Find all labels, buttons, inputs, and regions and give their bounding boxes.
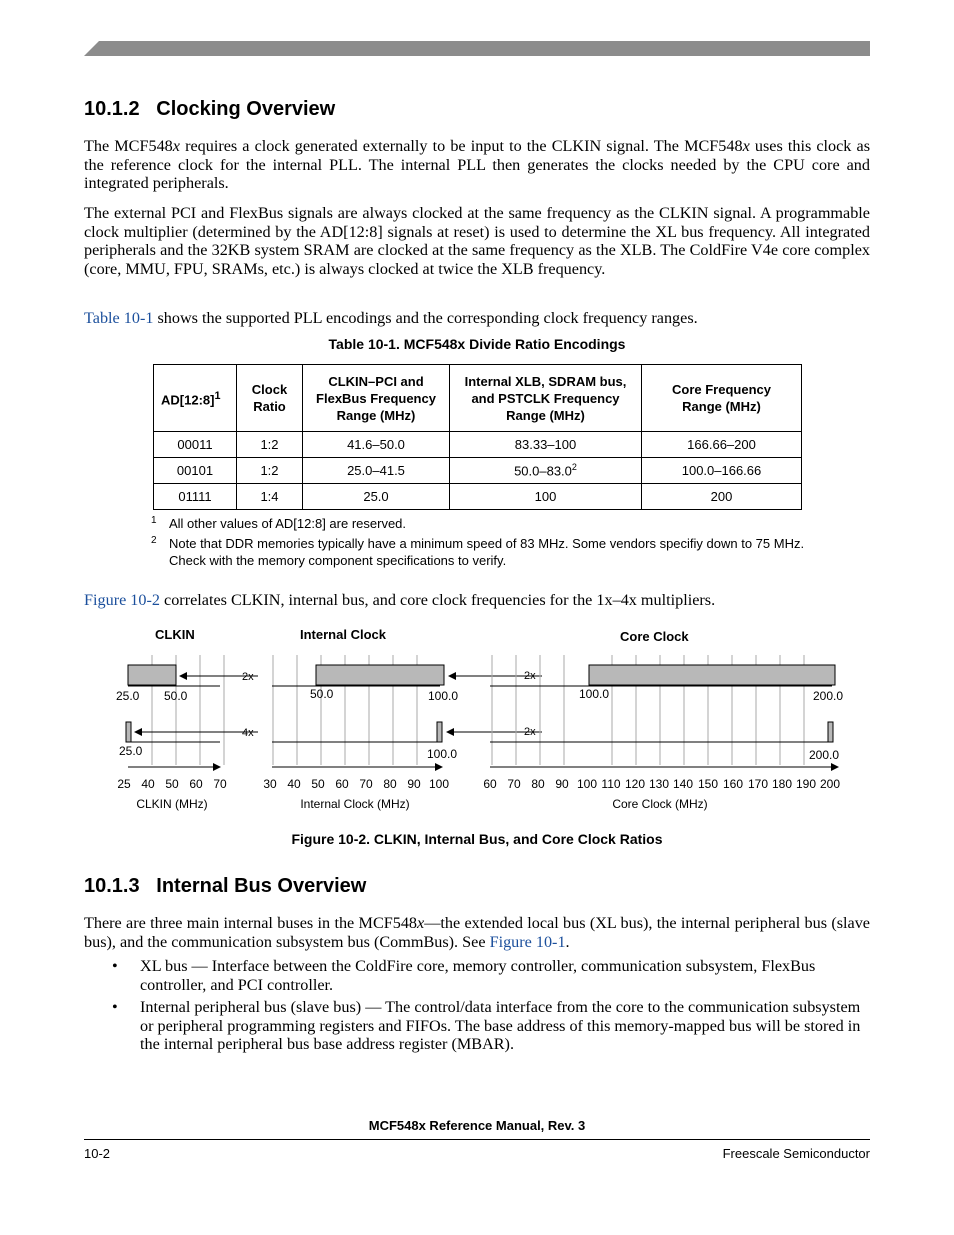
section-title: Clocking Overview	[156, 98, 336, 120]
header-clock-ratio: Clock Ratio	[237, 365, 303, 432]
section-title: Internal Bus Overview	[156, 875, 367, 897]
list-item: • Internal peripheral bus (slave bus) — The control/data interface from the core to the communication subsystem or peripheral programming registers and FIFOs. The base address of this memory-mapped bus will be stored in the internal peripheral bus base address register (MBAR).	[112, 998, 861, 1054]
paragraph-table-ref: Table 10-1 shows the supported PLL encodings and the corresponding clock frequency ranges.	[84, 309, 698, 327]
value-label: 100.0	[579, 687, 610, 701]
section-heading-clocking	[84, 98, 335, 121]
tick-label: 50	[165, 777, 179, 791]
tick-label: 160	[722, 777, 744, 791]
section-heading-internal-bus	[84, 875, 366, 898]
footer-title: MCF548x Reference Manual, Rev. 3	[368, 1118, 586, 1133]
tick-label: 70	[359, 777, 373, 791]
header-xlb-range: Internal XLB, SDRAM bus, and PSTCLK Frequency Range (MHz)	[450, 365, 642, 432]
clkin-tick-labels	[117, 777, 227, 791]
title-internal-clock: Internal Clock	[300, 627, 386, 642]
section-number: 10.1.2	[84, 98, 140, 120]
bus-list	[84, 957, 870, 1058]
tick-label: 30	[263, 777, 277, 791]
core-bar-row2	[828, 722, 833, 742]
tick-label: 40	[287, 777, 301, 791]
tick-label: 60	[189, 777, 203, 791]
tick-label: 110	[601, 777, 621, 791]
tick-label: 200	[819, 777, 841, 791]
header-bar	[84, 41, 870, 56]
tick-label: 140	[672, 777, 694, 791]
axis-label-internal: Internal Clock (MHz)	[300, 797, 410, 811]
tick-label: 80	[383, 777, 397, 791]
value-label: 50.0	[310, 687, 334, 701]
table-row: 01111 1:4 25.0 100 200	[154, 484, 802, 510]
value-label: 25.0	[119, 744, 143, 758]
paragraph-clock-intro: The MCF548x requires a clock generated externally to be input to the CLKIN signal. The MCF548x uses this clock as the reference clock for the internal PLL. The internal PLL then generates the clocks needed by the CPU core and integrated peripherals.	[84, 137, 871, 193]
tick-label: 100	[576, 777, 598, 791]
core-tick-labels	[483, 777, 840, 791]
header-ad: AD[12:8]$^1$	[154, 365, 237, 432]
value-label: 100.0	[427, 747, 458, 761]
title-core-clock: Core Clock	[620, 629, 689, 644]
figure-10-2-link[interactable]: Figure 10-2	[84, 591, 160, 609]
section-number: 10.1.3	[84, 875, 140, 897]
footer-page-number: 10-2	[84, 1146, 111, 1161]
multiplier-label: 4x	[242, 727, 254, 739]
tick-label: 180	[771, 777, 793, 791]
tick-label: 25	[117, 777, 131, 791]
footer-company: Freescale Semiconductor	[722, 1146, 870, 1161]
table-header-row	[154, 365, 802, 432]
internal-tick-labels	[263, 777, 449, 791]
footer-rule	[84, 1139, 870, 1140]
tick-label: 150	[697, 777, 719, 791]
internal-bar-row2	[437, 722, 442, 742]
table-row: 00011 1:2 41.6–50.0 83.33–100 166.66–200	[154, 432, 802, 458]
figure-10-1-link[interactable]: Figure 10-1	[489, 932, 566, 951]
tick-label: 190	[795, 777, 817, 791]
axis-label-clkin: CLKIN (MHz)	[136, 797, 208, 811]
value-label: 25.0	[116, 689, 140, 703]
tick-label: 130	[648, 777, 670, 791]
value-label: 50.0	[164, 689, 188, 703]
table-row: 00101 1:2 25.0–41.5 50.0–83.0$^2$ 100.0–166.66	[154, 458, 802, 484]
clkin-bar-row1	[128, 665, 176, 685]
tick-label: 40	[141, 777, 155, 791]
value-label: 200.0	[809, 748, 840, 762]
clock-ratio-figure	[0, 620, 954, 820]
multiplier-label: 2x	[524, 670, 536, 682]
title-clkin: CLKIN	[155, 627, 195, 642]
header-core-range: Core Frequency Range (MHz)	[642, 365, 802, 432]
tick-label: 80	[531, 777, 545, 791]
internal-bar-row1	[316, 665, 444, 685]
paragraph-internal-buses: There are three main internal buses in the MCF548x—the extended local bus (XL bus), the internal peripheral bus (slave bus), and the communication subsystem bus (CommBus). See Figure 10-1.	[84, 914, 870, 951]
value-label: 100.0	[428, 689, 459, 703]
core-bar-row1	[589, 665, 835, 685]
paragraph-figure-ref: Figure 10-2 correlates CLKIN, internal bus, and core clock frequencies for the 1x–4x multipliers.	[84, 591, 716, 609]
tick-label: 170	[747, 777, 769, 791]
tick-label: 70	[507, 777, 521, 791]
tick-label: 100	[428, 777, 450, 791]
table-10-1-link[interactable]: Table 10-1	[84, 309, 154, 327]
header-clkin-range: CLKIN–PCI and FlexBus Frequency Range (MHz)	[303, 365, 450, 432]
axis-label-core: Core Clock (MHz)	[612, 797, 708, 811]
clkin-bar-row2	[126, 722, 131, 742]
tick-label: 90	[407, 777, 421, 791]
list-item: • XL bus — Interface between the ColdFire core, memory controller, communication subsystem, FlexBus controller, and PCI controller.	[112, 957, 816, 994]
table-caption: Table 10-1. MCF548x Divide Ratio Encodings	[328, 336, 626, 352]
tick-label: 70	[213, 777, 227, 791]
tick-label: 60	[483, 777, 497, 791]
multiplier-label: 2x	[242, 671, 254, 683]
tick-label: 50	[311, 777, 325, 791]
paragraph-pci-flexbus: The external PCI and FlexBus signals are always clocked at the same frequency as the CLKIN signal. A programmable clock multiplier (determined by the AD[12:8] signals at reset) is used to determine the XL bus frequency. All integrated peripherals and the 32KB system SRAM are clocked at the same frequency as the XLB. The ColdFire V4e core complex (core, MMU, FPU, SRAMs, etc.) is always clocked at twice the XLB frequency.	[84, 204, 870, 278]
tick-label: 90	[555, 777, 569, 791]
divide-ratio-table	[153, 364, 802, 510]
value-label: 200.0	[813, 689, 844, 703]
multiplier-label: 2x	[524, 726, 536, 738]
tick-label: 120	[624, 777, 646, 791]
tick-label: 60	[335, 777, 349, 791]
figure-caption: Figure 10-2. CLKIN, Internal Bus, and Core Clock Ratios	[291, 831, 663, 847]
